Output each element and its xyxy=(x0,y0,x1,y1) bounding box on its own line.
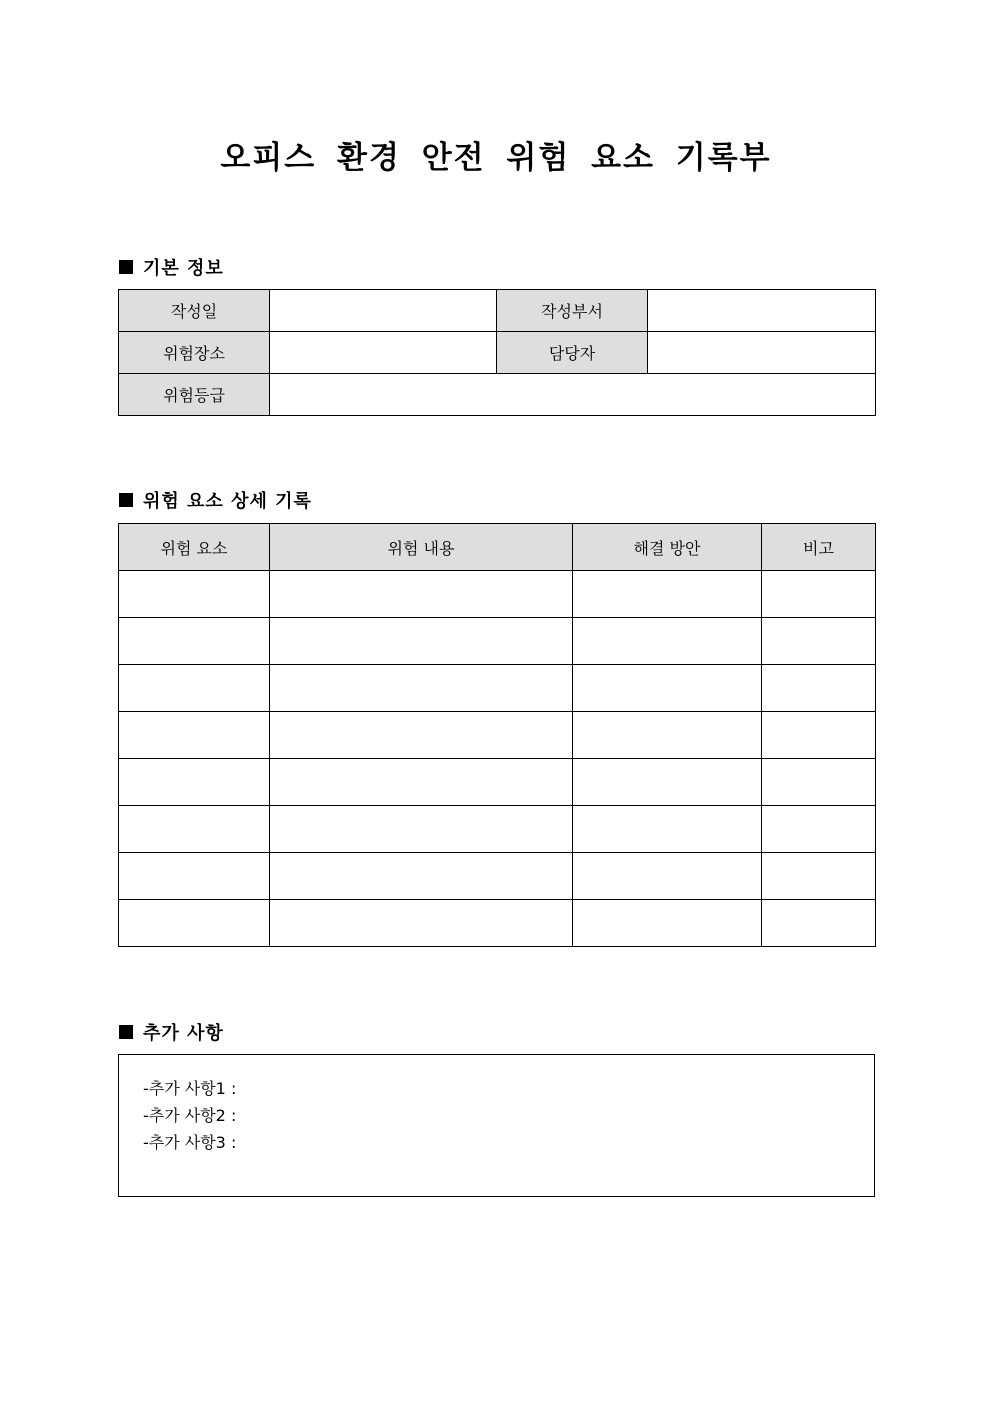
label-department: 작성부서 xyxy=(497,290,648,332)
table-row xyxy=(119,712,876,759)
remarks-cell[interactable] xyxy=(762,900,876,947)
date-field[interactable] xyxy=(270,290,497,332)
table-row xyxy=(119,853,876,900)
additional-note-1: -추가 사항1 : xyxy=(143,1079,237,1098)
hazard-cell[interactable] xyxy=(119,665,270,712)
basic-info-table xyxy=(118,289,876,416)
solution-cell[interactable] xyxy=(573,900,762,947)
additional-heading-text: 추가 사항 xyxy=(143,1023,224,1044)
hazard-cell[interactable] xyxy=(119,806,270,853)
content-cell[interactable] xyxy=(270,618,573,665)
table-row xyxy=(119,571,876,618)
content-cell[interactable] xyxy=(270,665,573,712)
solution-cell[interactable] xyxy=(573,806,762,853)
column-header-hazard: 위험 요소 xyxy=(119,524,270,571)
basic-info-heading-text: 기본 정보 xyxy=(143,258,224,279)
label-location: 위험장소 xyxy=(119,332,270,374)
table-row xyxy=(119,665,876,712)
basic-info-heading xyxy=(119,254,224,280)
document-title: 오피스 환경 안전 위험 요소 기록부 xyxy=(220,140,772,176)
detail-heading xyxy=(119,487,312,513)
hazard-cell[interactable] xyxy=(119,712,270,759)
detail-table xyxy=(118,523,876,947)
table-row xyxy=(119,806,876,853)
square-bullet-icon xyxy=(119,1025,133,1039)
content-cell[interactable] xyxy=(270,571,573,618)
remarks-cell[interactable] xyxy=(762,712,876,759)
column-header-content: 위험 내용 xyxy=(270,524,573,571)
additional-note-2: -추가 사항2 : xyxy=(143,1106,237,1125)
solution-cell[interactable] xyxy=(573,618,762,665)
square-bullet-icon xyxy=(119,260,133,274)
location-field[interactable] xyxy=(270,332,497,374)
content-cell[interactable] xyxy=(270,806,573,853)
table-row xyxy=(119,618,876,665)
table-header-row xyxy=(119,524,876,571)
remarks-cell[interactable] xyxy=(762,665,876,712)
additional-heading xyxy=(119,1019,224,1045)
solution-cell[interactable] xyxy=(573,853,762,900)
table-row xyxy=(119,290,876,332)
solution-cell[interactable] xyxy=(573,665,762,712)
detail-heading-text: 위험 요소 상세 기록 xyxy=(143,491,312,512)
hazard-cell[interactable] xyxy=(119,618,270,665)
hazard-cell[interactable] xyxy=(119,759,270,806)
content-cell[interactable] xyxy=(270,759,573,806)
content-cell[interactable] xyxy=(270,900,573,947)
label-date: 작성일 xyxy=(119,290,270,332)
department-field[interactable] xyxy=(648,290,876,332)
remarks-cell[interactable] xyxy=(762,759,876,806)
column-header-solution: 해결 방안 xyxy=(573,524,762,571)
solution-cell[interactable] xyxy=(573,571,762,618)
additional-notes-box[interactable] xyxy=(118,1054,875,1197)
table-row xyxy=(119,332,876,374)
table-row xyxy=(119,900,876,947)
solution-cell[interactable] xyxy=(573,759,762,806)
label-manager: 담당자 xyxy=(497,332,648,374)
table-row xyxy=(119,374,876,416)
remarks-cell[interactable] xyxy=(762,853,876,900)
manager-field[interactable] xyxy=(648,332,876,374)
square-bullet-icon xyxy=(119,493,133,507)
hazard-cell[interactable] xyxy=(119,900,270,947)
content-cell[interactable] xyxy=(270,853,573,900)
hazard-cell[interactable] xyxy=(119,571,270,618)
content-cell[interactable] xyxy=(270,712,573,759)
additional-note-3: -추가 사항3 : xyxy=(143,1133,237,1152)
remarks-cell[interactable] xyxy=(762,618,876,665)
column-header-remarks: 비고 xyxy=(762,524,876,571)
label-grade: 위험등급 xyxy=(119,374,270,416)
remarks-cell[interactable] xyxy=(762,571,876,618)
hazard-cell[interactable] xyxy=(119,853,270,900)
remarks-cell[interactable] xyxy=(762,806,876,853)
grade-field[interactable] xyxy=(270,374,876,416)
table-row xyxy=(119,759,876,806)
solution-cell[interactable] xyxy=(573,712,762,759)
